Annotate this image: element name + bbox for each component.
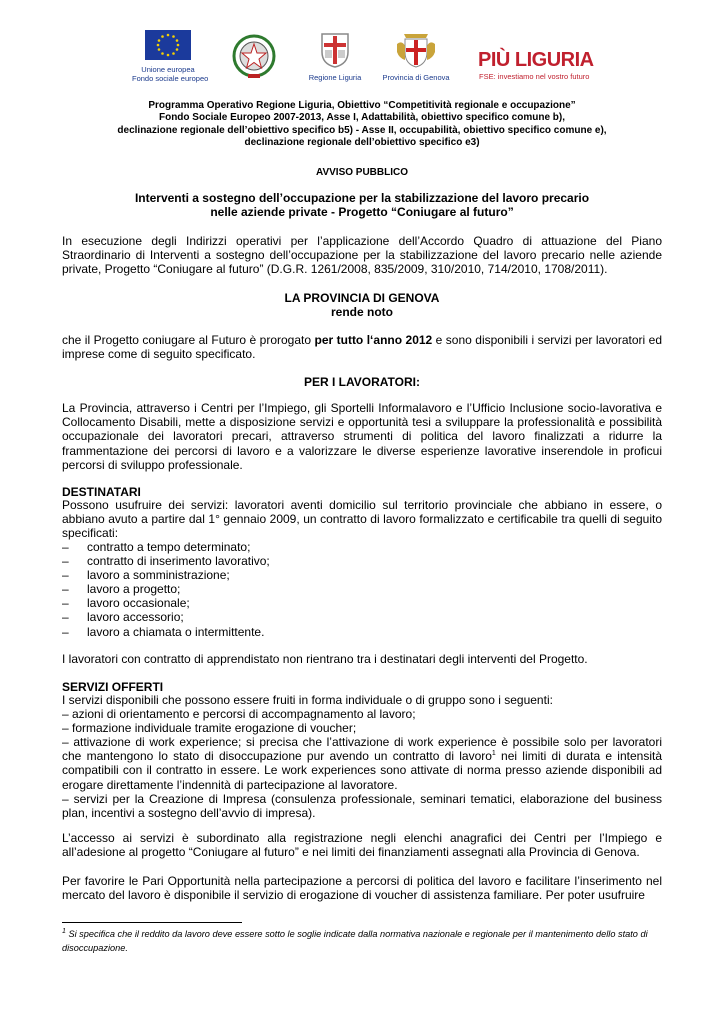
list-item-text: lavoro a progetto; bbox=[87, 582, 181, 597]
list-item bbox=[62, 540, 662, 554]
servizi-item: – azioni di orientamento e percorsi di accompagnamento al lavoro; bbox=[62, 707, 416, 721]
dash: – bbox=[62, 610, 69, 625]
dash: – bbox=[62, 624, 69, 639]
list-item bbox=[62, 582, 662, 596]
servizi-item: – servizi per la Creazione di Impresa (consulenza professionale, seminari tematici, elaborazione del business plan, incentivi a sostegno dell’avvio di impresa). bbox=[62, 792, 662, 821]
footnote-ref[interactable]: 1 bbox=[491, 750, 496, 758]
servizi-item: – formazione individuale tramite erogazione di voucher; bbox=[62, 721, 357, 735]
servizi-heading: SERVIZI OFFERTI bbox=[62, 680, 164, 694]
document-title bbox=[70, 191, 654, 219]
destinatari-heading: DESTINATARI bbox=[62, 485, 141, 499]
dash: – bbox=[62, 554, 69, 569]
title-line: Interventi a sostegno dell’occupazione per la stabilizzazione del lavoro precario bbox=[134, 191, 590, 205]
list-item bbox=[62, 596, 662, 610]
piuliguria-tagline: FSE: investiamo nel vostro futuro bbox=[479, 72, 590, 81]
logo-bar bbox=[0, 30, 724, 90]
notice-text: che il Progetto coniugare al Futuro è prorogato bbox=[62, 333, 315, 347]
intro-paragraph: In esecuzione degli Indirizzi operativi per l’applicazione dell’Accordo Quadro di attuazione del Piano Straordinario di Interventi a sostegno dell’occupazione per la stabilizzazione del lavoro precario nelle aziende private, Progetto “Coniugare al futuro” (D.G.R. 1261/2008, 835/2009, 310/2010, 714/2010, 1708/2011). bbox=[62, 234, 662, 277]
list-item-text: contratto di inserimento lavorativo; bbox=[87, 554, 270, 569]
work-experience-text-end: nei limiti di durata e intensità compatibili con il contratto in essere. Le work experiences sono attivate di norma presso aziende disponibili ad erogare direttamente l’indennità di partecipazione al lavoratore. bbox=[62, 749, 662, 792]
notice-bold: per tutto l‘anno 2012 bbox=[314, 333, 433, 347]
list-item-text: lavoro occasionale; bbox=[87, 596, 190, 611]
list-item-text: lavoro a somministrazione; bbox=[87, 568, 230, 583]
header-line: Programma Operativo Regione Liguria, Obiettivo “Competitività regionale e occupazione” bbox=[148, 100, 576, 111]
shield-icon bbox=[320, 32, 350, 68]
provincia-label: Provincia di Genova bbox=[382, 73, 450, 82]
provincia-genova-logo bbox=[378, 30, 454, 82]
work-experience-text: – attivazione di work experience; si precisa che l’attivazione di work experience è possibile solo per lavoratori che mantengono lo stato di disoccupazione pur avendo un contratto di lavoro bbox=[62, 735, 662, 764]
servizi-intro: I servizi disponibili che possono essere fruiti in forma individuale o di gruppo sono i seguenti: bbox=[62, 693, 553, 707]
pari-opportunita-paragraph: Per favorire le Pari Opportunità nella partecipazione a percorsi di politica del lavoro e facilitare l’inserimento nel mercato del lavoro è disponibile il servizio di erogazione di voucher di assistenza familiare. Per poter usufruire bbox=[62, 874, 662, 903]
header-line: Fondo Sociale Europeo 2007-2013, Asse I, Adattabilità, obiettivo specifico comune b), bbox=[158, 112, 566, 124]
footnote-mark: 1 bbox=[62, 927, 66, 935]
footnote-text: Si specifica che il reddito da lavoro deve essere sotto le soglie indicate dalla normativa nazionale e regionale per il mantenimento dello stato di disoccupazione. bbox=[62, 929, 648, 953]
list-item bbox=[62, 610, 662, 624]
per-lavoratori-heading: PER I LAVORATORI: bbox=[303, 375, 420, 389]
avviso-heading: AVVISO PUBBLICO bbox=[315, 167, 409, 178]
footnote-divider bbox=[62, 922, 242, 923]
header-line: declinazione regionale dell’obiettivo specifico b5) - Asse II, occupabilità, obiettivo specifico comune e), bbox=[117, 124, 607, 136]
program-header bbox=[70, 100, 654, 149]
regione-label: Regione Liguria bbox=[308, 73, 362, 82]
regione-liguria-logo bbox=[305, 32, 365, 82]
eu-label-2: Fondo sociale europeo bbox=[132, 74, 209, 83]
notice-text-end: e sono disponibili i servizi per lavoratori ed imprese come di seguito specificato. bbox=[62, 333, 662, 362]
footnote bbox=[62, 928, 662, 955]
list-item-text: contratto a tempo determinato; bbox=[87, 540, 251, 554]
list-item bbox=[62, 554, 662, 568]
coat-of-arms-icon bbox=[394, 30, 438, 68]
piuliguria-logo: PIÙ LIGURIA bbox=[478, 49, 594, 71]
provincia-heading bbox=[62, 291, 662, 319]
dash: – bbox=[62, 596, 69, 611]
header-line: declinazione regionale dell’obiettivo specifico e3) bbox=[244, 136, 480, 148]
dash: – bbox=[62, 568, 69, 583]
eu-label-1: Unione europea bbox=[141, 65, 195, 74]
destinatari-list bbox=[62, 540, 662, 639]
eu-logo bbox=[132, 30, 209, 83]
accesso-paragraph: L’accesso ai servizi è subordinato alla registrazione negli elenchi anagrafici dei Centri per l’Impiego e all’adesione al progetto “Coniugare al futuro” e nei limiti dei finanziamenti assegnati alla Provincia di Genova. bbox=[62, 831, 662, 860]
list-item-text: lavoro accessorio; bbox=[87, 610, 184, 625]
provincia-paragraph: La Provincia, attraverso i Centri per l’Impiego, gli Sportelli Informalavoro e l’Ufficio Inclusione socio-lavorativa e Collocamento Disabili, mette a disposizione servizi e opportunità tesi a sviluppare la professionalità e possibilità occupazionale dei lavoratori precari, attraverso strumenti di politica del lavoro finalizzati a ridurre la frammentazione dei percorsi di lavoro e a valorizzare le diverse esperienze lavorative inserendole in proficui percorsi di sviluppo professionale. bbox=[62, 401, 662, 472]
list-item-text: lavoro a chiamata o intermittente. bbox=[87, 624, 265, 639]
star-emblem-icon bbox=[232, 32, 276, 80]
title-line: nelle aziende private - Progetto “Coniugare al futuro” bbox=[210, 205, 514, 219]
provincia-line: rende noto bbox=[331, 305, 393, 319]
provincia-line: LA PROVINCIA DI GENOVA bbox=[284, 291, 440, 305]
dash: – bbox=[62, 540, 69, 554]
destinatari-text: Possono usufruire dei servizi: lavoratori aventi domicilio sul territorio provinciale che abbiano in essere, o abbiano avuto a partire dal 1° gennaio 2009, un contratto di lavoro formalizzato e certificabile tra quelli di seguito specificati: bbox=[62, 498, 662, 541]
notice-paragraph bbox=[62, 333, 662, 361]
italian-republic-emblem bbox=[232, 32, 276, 85]
eu-flag-icon bbox=[145, 30, 191, 60]
list-item bbox=[62, 625, 662, 639]
list-item bbox=[62, 568, 662, 582]
dash: – bbox=[62, 582, 69, 597]
servizi-item-work-experience bbox=[62, 735, 662, 792]
apprendistato-note: I lavoratori con contratto di apprendistato non rientrano tra i destinatari degli interventi del Progetto. bbox=[62, 652, 588, 666]
